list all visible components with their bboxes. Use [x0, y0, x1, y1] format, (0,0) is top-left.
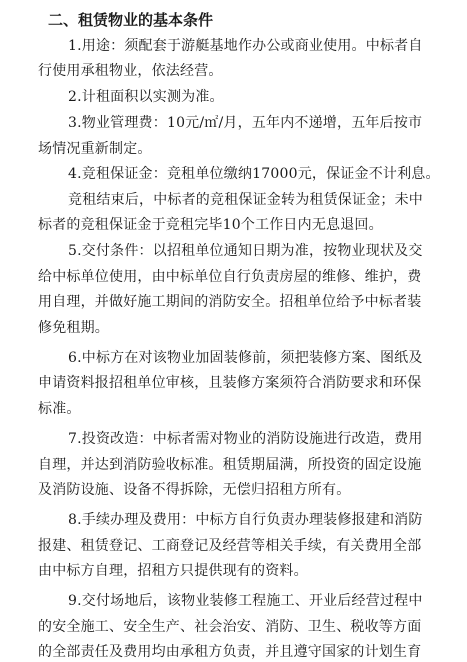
text-line: 8.手续办理及费用：中标方自行负责办理装修报建和消防 [68, 512, 423, 528]
text-line: 1.用途：须配套于游艇基地作办公或商业使用。中标者自 [68, 38, 423, 54]
text-line: 由中标方自理，招租方只提供现有的资料。 [38, 563, 308, 579]
text-line: 6.中标方在对该物业加固装修前，须把装修方案、图纸及 [68, 350, 423, 366]
text-line: 及消防设施、设备不得拆除，无偿归招租方所有。 [38, 482, 351, 498]
text-line: 2.计租面积以实测为准。 [68, 89, 224, 105]
text-line: 9.交付场地后，该物业装修工程施工、开业后经营过程中 [68, 593, 423, 609]
text-line: 的全部责任及费用均由承租方负责，并且遵守国家的计划生育 [38, 644, 422, 660]
text-line: 给中标单位使用，由中标单位自行负责房屋的维修、维护，费 [38, 269, 422, 285]
text-line: 自理，并达到消防验收标准。租赁期届满，所投资的固定设施 [38, 457, 422, 473]
section-heading: 二、租赁物业的基本条件 [48, 11, 214, 29]
text-line: 场情况重新制定。 [38, 141, 152, 157]
text-line: 4.竞租保证金：竞租单位缴纳17000元，保证金不计利息。 [68, 166, 440, 182]
text-line: 5.交付条件：以招租单位通知日期为准，按物业现状及交 [68, 243, 423, 259]
text-line: 报建、租赁登记、工商登记及经营等相关手续，有关费用全部 [38, 538, 422, 554]
text-line: 3.物业管理费：10元/㎡/月，五年内不递增，五年后按市 [68, 115, 423, 131]
text-line: 标准。 [38, 401, 81, 417]
text-line: 7.投资改造：中标者需对物业的消防设施进行改造，费用 [68, 431, 423, 447]
text-line: 竞租结束后，中标者的竞租保证金转为租赁保证金；未中 [68, 192, 423, 208]
text-line: 的安全施工、安全生产、社会治安、消防、卫生、税收等方面 [38, 619, 422, 635]
text-line: 标者的竞租保证金于竞租完毕10个工作日内无息退回。 [38, 217, 383, 233]
text-line: 用自理，并做好施工期间的消防安全。招租单位给予中标者装 [38, 294, 422, 310]
text-line: 修免租期。 [38, 320, 109, 336]
text-line: 申请资料报招租单位审核，且装修方案须符合消防要求和环保 [38, 375, 422, 391]
text-line: 行使用承租物业，依法经营。 [38, 63, 223, 79]
